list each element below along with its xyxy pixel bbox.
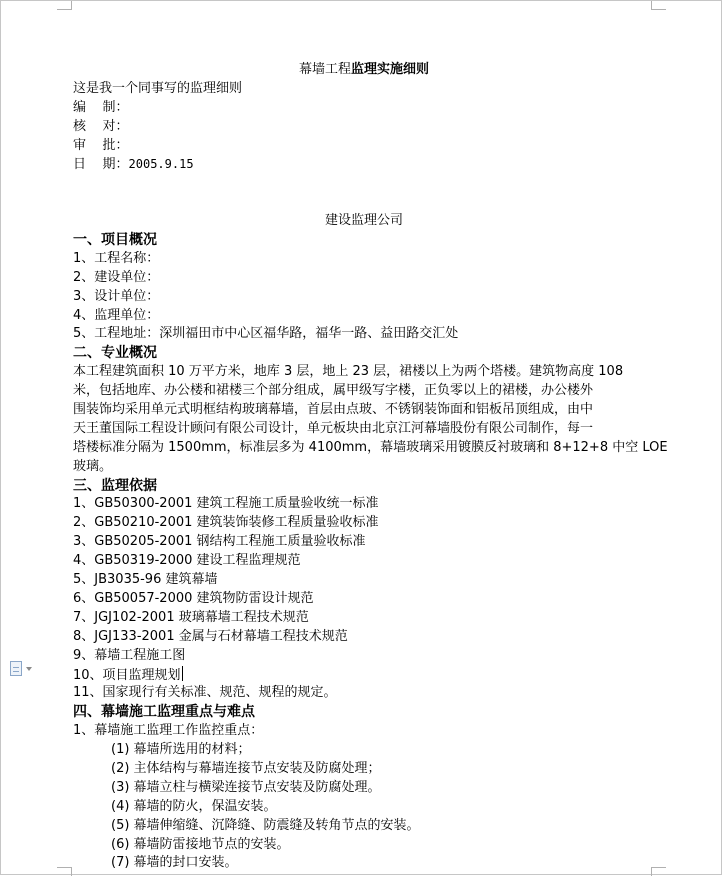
title-part-1: 幕墙工程 [298,62,351,77]
list-item: 11、国家现行有关标准、规范、规程的规定。 [73,685,337,701]
list-item: 8、JGJ133-2001 金属与石材幕墙工程技术规范 [73,628,348,644]
list-item: 6、GB50057-2000 建筑物防雷设计规范 [73,590,314,606]
list-item: (5) 幕墙伸缩缝、沉降缝、防震缝及转角节点的安装。 [111,817,420,833]
list-item: 7、JGJ102-2001 玻璃幕墙工程技术规范 [73,609,309,625]
list-item: 1、工程名称： [73,250,160,266]
list-item: (2) 主体结构与幕墙连接节点安装及防腐处理； [111,760,381,776]
paragraph-line: 围装饰均采用单元式明框结构玻璃幕墙，首层由点玻、不锈钢装饰面和铝板吊顶组成，由中 [73,402,594,418]
subheading: 1、幕墙施工监理工作监控重点： [73,723,264,739]
paragraph-line: 玻璃。 [73,458,113,474]
paragraph-line: 米，包括地库、办公楼和裙楼三个部分组成，属甲级写字楼，正负零以上的裙楼，办公楼外 [73,383,594,399]
list-item: 3、设计单位： [73,288,160,304]
chevron-down-icon [26,667,32,671]
list-item: 5、JB3035-96 建筑幕墙 [73,572,218,588]
list-item-with-cursor [73,666,655,685]
list-item: 2、建设单位： [73,269,160,285]
list-item: 10、项目监理规划 [73,667,181,683]
checker-line: 核 对： [73,118,129,134]
text-cursor [182,666,183,681]
document-options-button[interactable] [10,661,36,677]
list-item: 9、幕墙工程施工图 [73,647,186,663]
list-item: (6) 幕墙防雷接地节点的安装。 [111,836,290,852]
date-value: 2005.9.15 [128,157,194,172]
note-line: 这是我一个同事写的监理细则 [73,80,243,96]
section-heading: 三、监理依据 [73,477,157,494]
list-item: (1) 幕墙所选用的材料； [111,742,251,758]
editor-line: 编 制： [73,99,129,115]
list-item: 3、GB50205-2001 钢结构工程施工质量验收标准 [73,534,366,550]
list-item: 4、监理单位： [73,307,160,323]
list-item: 1、GB50300-2001 建筑工程施工质量验收统一标准 [73,496,379,512]
list-item: (7) 幕墙的封口安装。 [111,855,238,871]
margin-corner-top-left [57,1,72,10]
paragraph-line: 塔楼标准分隔为 1500mm，标准层多为 4100mm，幕墙玻璃采用镀膜反衬玻璃和 8+12+8 中空 LOE [73,439,668,455]
list-item: 5、工程地址：深圳福田市中心区福华路，福华一路、益田路交汇处 [73,326,459,342]
document-icon [10,661,22,676]
approver-line: 审 批： [73,137,129,153]
document-body[interactable] [73,61,668,873]
list-item: (4) 幕墙的防火，保温安装。 [111,798,277,814]
paragraph-line: 天王董国际工程设计顾问有限公司设计，单元板块由北京江河幕墙股份有限公司制作，每一 [73,420,594,436]
list-item: (3) 幕墙立柱与横梁连接节点安装及防腐处理。 [111,779,381,795]
company-name: 建设监理公司 [324,213,403,229]
margin-corner-top-right [651,1,666,10]
section-heading: 二、专业概况 [73,345,157,362]
date-line [73,155,655,174]
title-part-2: 监理实施细则 [351,62,430,77]
page-title [73,61,655,80]
list-item: 4、GB50319-2000 建设工程监理规范 [73,553,301,569]
date-label: 日 期： [73,157,129,173]
paragraph-line: 本工程建筑面积 10 万平方米，地库 3 层，地上 23 层，裙楼以上为两个塔楼。建筑物高度 108 [73,364,624,380]
section-heading: 四、幕墙施工监理重点与难点 [73,704,255,721]
list-item: 2、GB50210-2001 建筑装饰装修工程质量验收标准 [73,515,379,531]
section-heading: 一、项目概况 [73,232,157,249]
